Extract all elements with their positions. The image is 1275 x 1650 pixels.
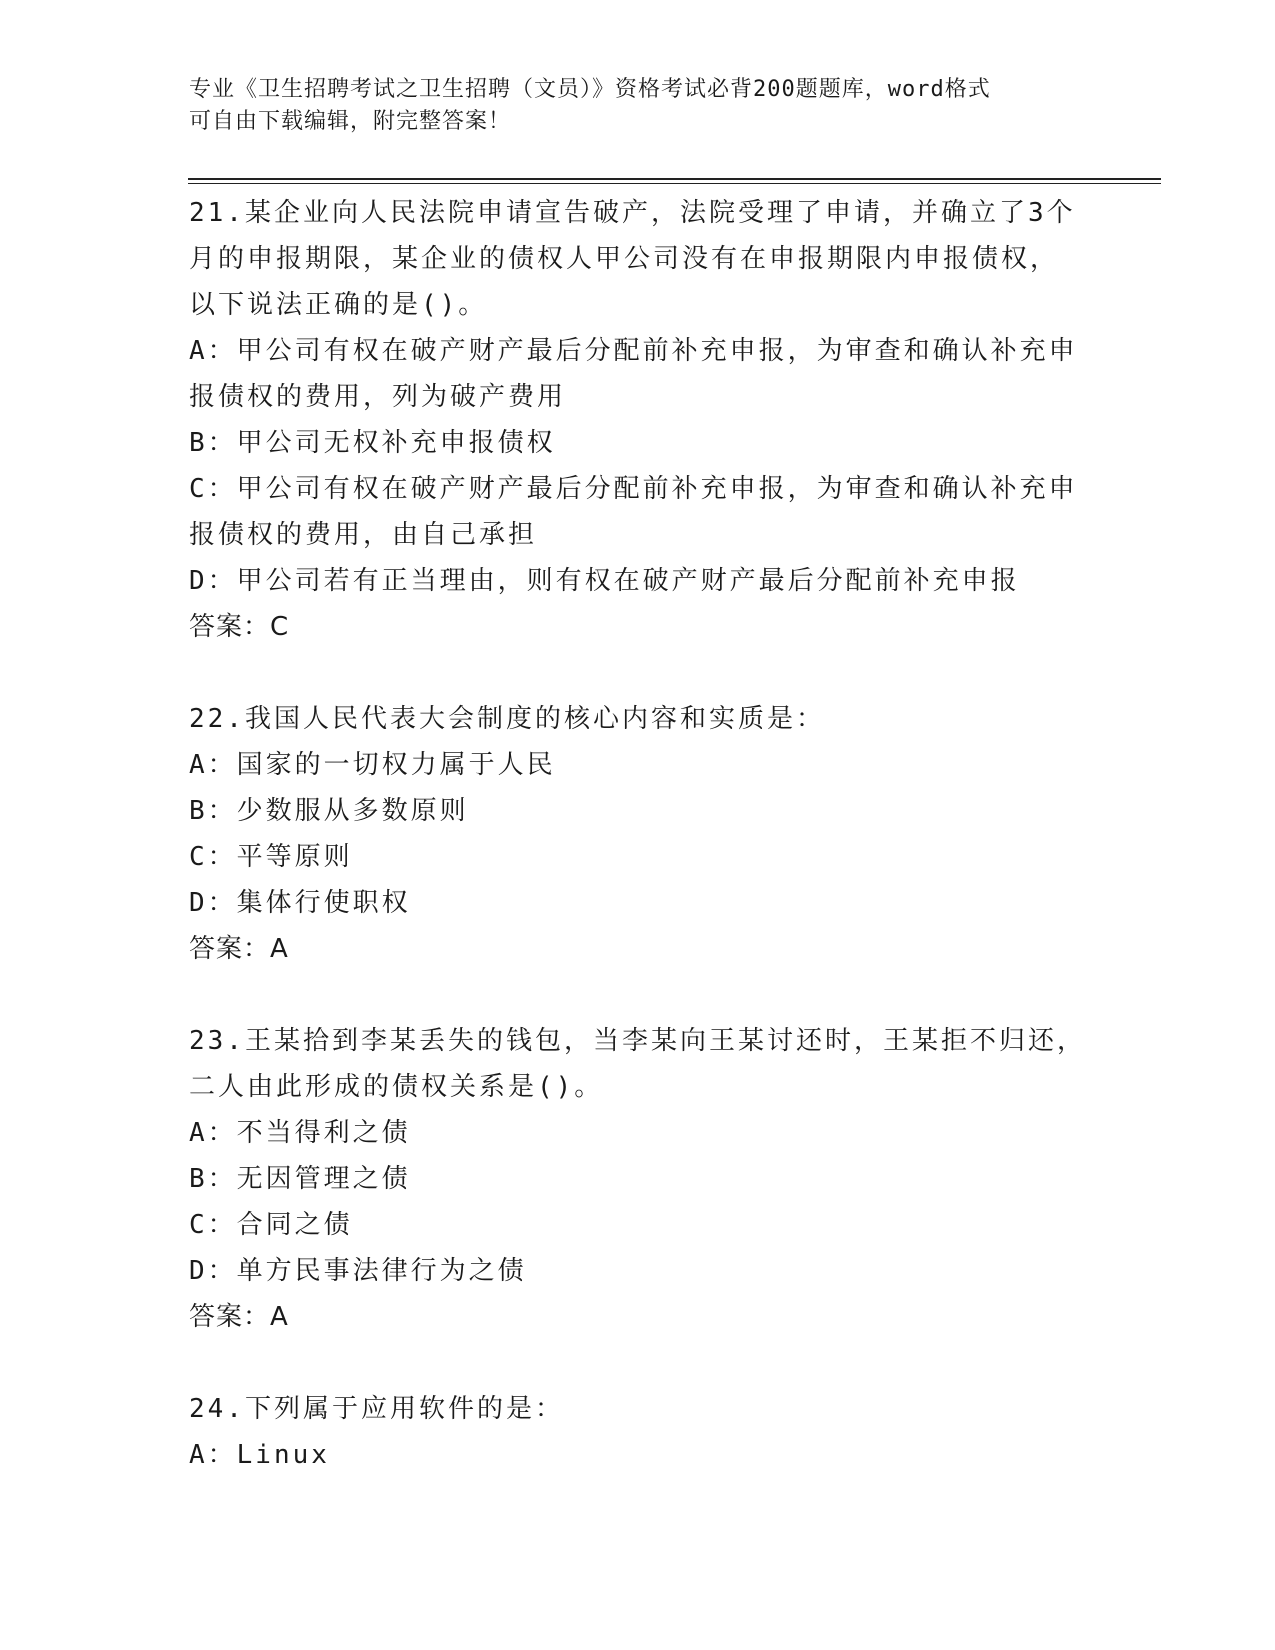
option-a: A：甲公司有权在破产财产最后分配前补充申报，为审查和确认补充申 [189, 336, 1078, 366]
option-a-continued: 报债权的费用，列为破产费用 [189, 382, 567, 412]
question-stem: 23.王某拾到李某丢失的钱包，当李某向王某讨还时，王某拒不归还， [189, 1026, 1086, 1056]
question-stem: 月的申报期限，某企业的债权人甲公司没有在申报期限内申报债权， [189, 244, 1060, 274]
question-23 [189, 1018, 1089, 1340]
option-a: A：国家的一切权力属于人民 [189, 750, 556, 780]
option-c: C：平等原则 [189, 842, 353, 872]
option-c: C：甲公司有权在破产财产最后分配前补充申报，为审查和确认补充申 [189, 474, 1078, 504]
option-b: B：少数服从多数原则 [189, 796, 469, 826]
question-stem: 24.下列属于应用软件的是： [189, 1394, 564, 1424]
option-a: A：不当得利之债 [189, 1118, 411, 1148]
header-line-1: 专业《卫生招聘考试之卫生招聘（文员）》资格考试必背200题题库，word格式 [189, 77, 991, 102]
option-a: A：Linux [189, 1440, 330, 1470]
option-c-continued: 报债权的费用，由自己承担 [189, 520, 538, 550]
header-divider-thick [188, 178, 1161, 180]
question-stem: 二人由此形成的债权关系是()。 [189, 1072, 604, 1102]
question-list [189, 190, 1089, 1524]
question-stem: 22.我国人民代表大会制度的核心内容和实质是： [189, 704, 825, 734]
question-stem: 以下说法正确的是()。 [189, 290, 488, 320]
option-b: B：甲公司无权补充申报债权 [189, 428, 556, 458]
answer-line: 答案：A [189, 1302, 289, 1332]
option-d: D：集体行使职权 [189, 888, 411, 918]
question-24 [189, 1386, 1089, 1478]
option-b: B：无因管理之债 [189, 1164, 411, 1194]
question-21 [189, 190, 1089, 650]
document-header [189, 74, 1089, 138]
answer-line: 答案：C [189, 612, 290, 642]
header-divider-thin [188, 183, 1161, 184]
option-d: D：甲公司若有正当理由，则有权在破产财产最后分配前补充申报 [189, 566, 1020, 596]
header-line-2: 可自由下载编辑，附完整答案！ [189, 109, 512, 134]
option-c: C：合同之债 [189, 1210, 353, 1240]
answer-line: 答案：A [189, 934, 289, 964]
option-d: D：单方民事法律行为之债 [189, 1256, 527, 1286]
question-stem: 21.某企业向人民法院申请宣告破产，法院受理了申请，并确立了3个 [189, 198, 1076, 228]
question-22 [189, 696, 1089, 972]
